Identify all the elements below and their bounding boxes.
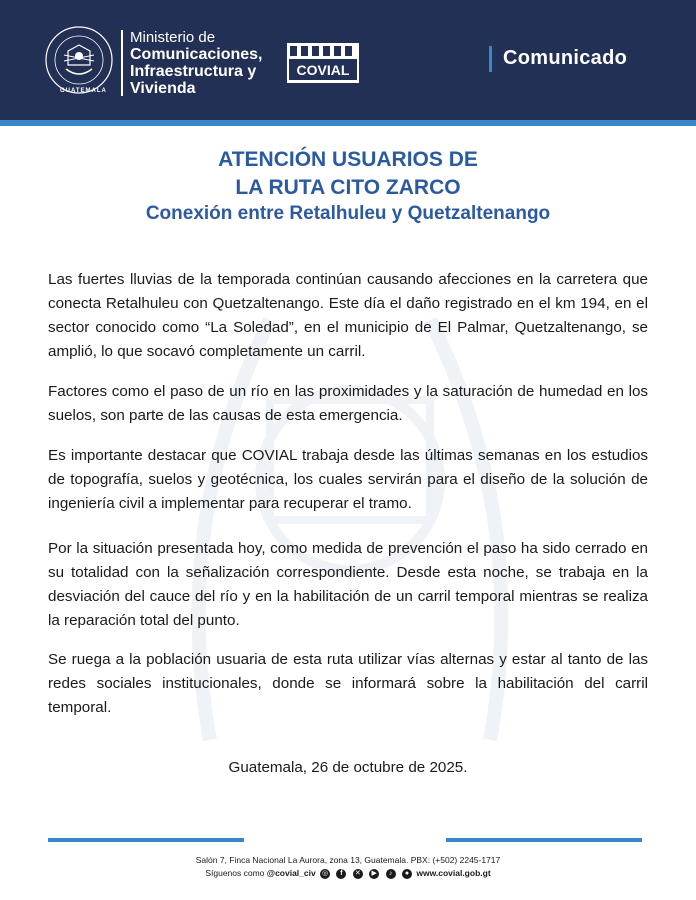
paragraph-3: Es importante destacar que COVIAL trabaja desde las últimas semanas en los estudios de topografía, suelos y geotécnica, los cuales servirán para el diseño de la solución de ingeniería civil a implementar para recuperar el tramo.	[48, 447, 648, 512]
paragraph-5: Se ruega a la población usuaria de esta ruta utilizar vías alternas y estar al tanto de las redes sociales institucionales, donde se informará sobre la habilitación del carril temporal.	[48, 651, 648, 716]
subtitle: Conexión entre Retalhuleu y Quetzaltenango	[145, 203, 551, 224]
seal-text-bottom: GUATEMALA	[60, 88, 107, 94]
comunicado-label: Comunicado	[503, 47, 628, 69]
ministry-line-1: Ministerio de	[130, 29, 216, 46]
title-line-2: LA RUTA CITO ZARCO	[235, 176, 461, 199]
header-banner	[0, 0, 696, 120]
header-stripe	[0, 120, 696, 126]
footer-address: Salón 7, Finca Nacional La Aurora, zona 13, Guatemala. PBX: (+502) 2245-1717	[195, 855, 501, 865]
follow-text: Síguenos como	[205, 868, 265, 878]
footer-social	[0, 868, 696, 879]
ministry-line-2: Comunicaciones,	[130, 46, 263, 63]
comunicado-bar	[489, 46, 492, 72]
covial-logo	[287, 43, 359, 83]
footer-line-left	[48, 838, 244, 842]
dateline: Guatemala, 26 de octubre de 2025.	[228, 759, 468, 776]
paragraph-4: Por la situación presentada hoy, como medida de prevención el paso ha sido cerrado en su totalidad con la señalización correspondiente. Desde esta noche, se trabaja en la desviación del cauce del río y en la habilitación de un carril temporal mientras se realiza la reparación total del punto.	[48, 540, 648, 629]
facebook-icon[interactable]: f	[336, 869, 346, 879]
social-handle[interactable]: @covial_civ	[266, 868, 316, 878]
covial-logo-text: COVIAL	[296, 62, 350, 78]
website-link[interactable]: www.covial.gob.gt	[416, 868, 491, 878]
web-icon: ●	[402, 869, 412, 879]
tiktok-icon[interactable]: ♪	[386, 869, 396, 879]
guatemala-seal-icon	[44, 25, 114, 95]
x-icon[interactable]: ✕	[353, 869, 363, 879]
ministry-name	[130, 29, 262, 97]
paragraph-1: Las fuertes lluvias de la temporada continúan causando afecciones en la carretera que conecta Retalhuleu con Quetzaltenango. Este día el daño registrado en el km 194, en el sector conocido como “La Soledad”, en el municipio de El Palmar, Quetzaltenango, se amplió, lo que socavó completamente un carril.	[48, 271, 648, 360]
instagram-icon[interactable]: ◎	[322, 869, 329, 877]
footer-line-right	[446, 838, 642, 842]
ministry-line-3: Infraestructura y	[130, 63, 257, 80]
title-line-1: ATENCIÓN USUARIOS DE	[218, 148, 478, 171]
youtube-icon[interactable]: ▶	[369, 869, 379, 879]
paragraph-2: Factores como el paso de un río en las proximidades y la saturación de humedad en los suelos, son parte de las causas de esta emergencia.	[48, 383, 648, 424]
ministry-line-4: Vivienda	[130, 80, 196, 97]
header-divider	[121, 30, 123, 96]
